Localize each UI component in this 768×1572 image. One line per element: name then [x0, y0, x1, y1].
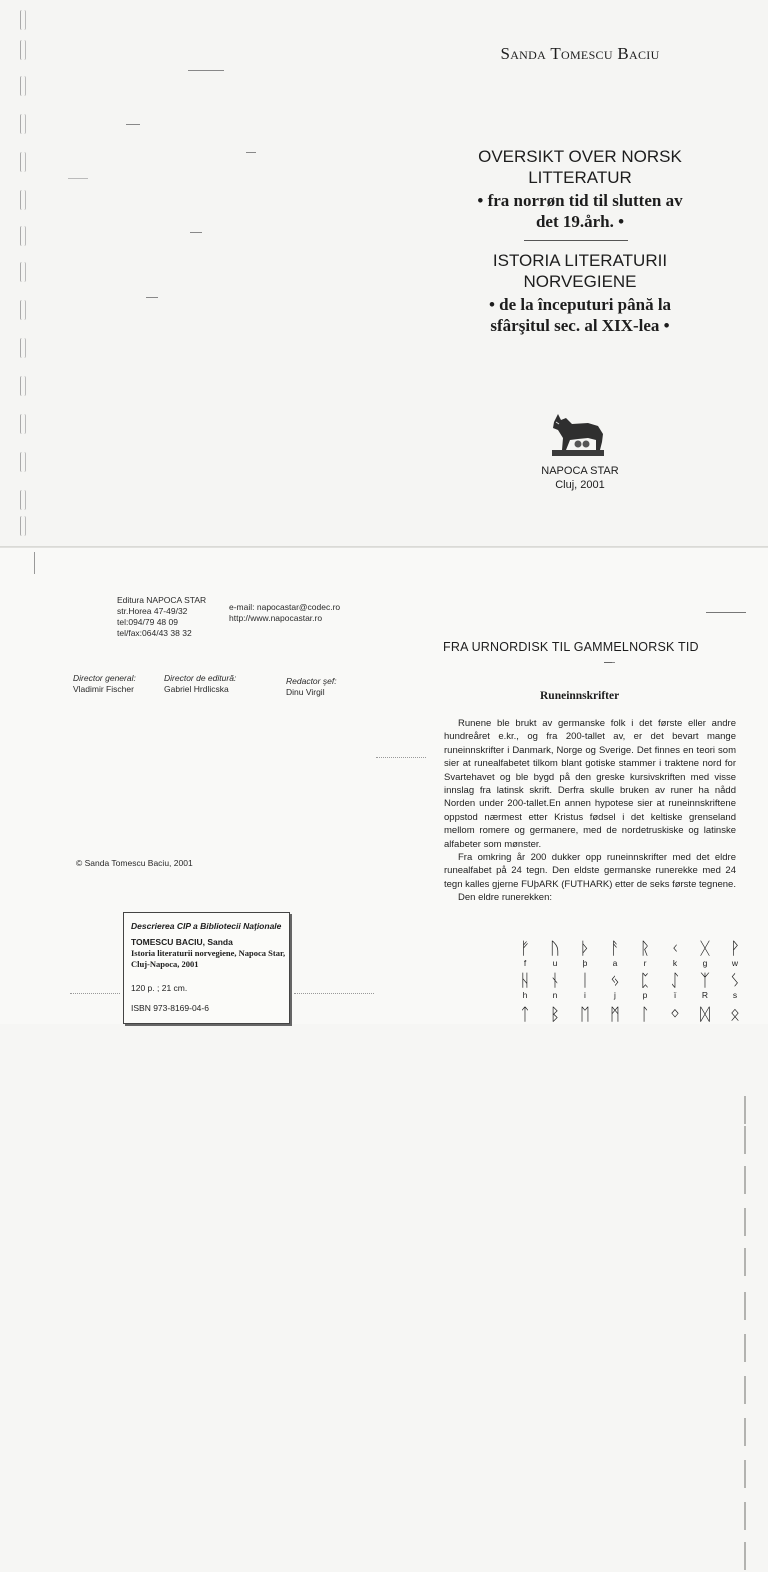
copyright-notice: © Sanda Tomescu Baciu, 2001 — [76, 858, 193, 868]
rune-transliteration: s — [732, 990, 738, 1000]
cip-description-box — [123, 912, 290, 1024]
title-no-line-2: LITTERATUR — [528, 168, 632, 187]
publisher-name: NAPOCA STAR — [541, 465, 619, 477]
cip-author: TOMESCU BACIU, Sanda — [131, 937, 233, 947]
rune-glyph: ᛊ — [729, 971, 741, 991]
right-edge-marks — [744, 1096, 754, 1572]
subtitle-ro-line-1: • de la începuturi până la — [488, 295, 672, 314]
rune-glyph: ᚷ — [699, 939, 711, 959]
rune-cell — [690, 1006, 720, 1024]
rune-glyph: ᛒ — [549, 1005, 561, 1025]
rune-transliteration: f — [523, 958, 527, 968]
rune-glyph: ᚲ — [669, 939, 681, 959]
title-ro-line-1: ISTORIA LITERATURII — [492, 251, 668, 270]
rune-cell — [630, 972, 660, 1000]
binding-holes — [14, 4, 36, 539]
address-line-2: str.Horea 47-49/32 — [117, 606, 188, 616]
rune-cell — [510, 972, 540, 1000]
director-general-label: Director general: — [73, 673, 136, 683]
director-editura-name: Gabriel Hrdlicska — [164, 684, 229, 694]
rune-transliteration: g — [702, 958, 708, 968]
capitoline-wolf-logo-icon — [548, 406, 608, 458]
publisher-place-year: Cluj, 2001 — [555, 479, 605, 491]
rune-cell — [600, 972, 630, 1000]
address-line-4: tel/fax:064/43 38 32 — [117, 628, 192, 638]
publisher-email: e-mail: napocastar@codec.ro — [229, 602, 341, 612]
cip-pages: 120 p. ; 21 cm. — [131, 983, 188, 993]
publisher-website: http://www.napocastar.ro — [229, 613, 323, 623]
rune-cell — [690, 972, 720, 1000]
rune-glyph: ᚱ — [639, 939, 651, 959]
rune-transliteration: r — [643, 958, 647, 968]
rune-row-1 — [510, 940, 750, 968]
chapter-body — [444, 717, 736, 905]
rune-cell — [600, 940, 630, 968]
rune-glyph: ᚹ — [729, 939, 741, 959]
rune-cell — [540, 940, 570, 968]
redactor-label: Redactor şef: — [286, 676, 337, 686]
subtitle-norwegian — [420, 190, 740, 232]
rune-glyph: ᚢ — [549, 939, 561, 959]
rune-transliteration: h — [522, 990, 528, 1000]
title-norwegian — [420, 146, 740, 188]
rune-transliteration: þ — [582, 958, 588, 968]
rune-glyph: ᚾ — [549, 971, 561, 991]
address-line-1: Editura NAPOCA STAR — [117, 595, 207, 605]
rune-transliteration: n — [552, 990, 558, 1000]
redactor-name: Dinu Virgil — [286, 687, 325, 697]
director-general-name: Vladimir Fischer — [73, 684, 134, 694]
subtitle-no-line-2: det 19.årh. • — [535, 212, 625, 231]
paragraph-1: Runene ble brukt av germanske folk i det første eller andre hundreåret e.kr., og fra 200-tallet av, er det bevart mange runeinnskrifter i Danmark, Norge og Sverige. Det finnes en teori som sier at runealfabetet tilkom blant gotiske stammer i traktene nord for Svartehavet og ble bygd på den greske kursivskriften med visse innslag fra latinsk skrift. Derfra skulle bruken av runer ha nådd Norden under 200-tallet.En annen hypotese sier at runeinnskriftene oppstod nærmest etter Kristus fødsel i det keltiske grenseland mellom romere og germanere, med de nordetruskiske og latinske alfabeter som mønster. — [444, 718, 736, 850]
publisher-address — [117, 595, 206, 639]
director-general — [73, 673, 136, 695]
rune-glyph: ᛈ — [639, 971, 651, 991]
rune-glyph: ᛗ — [609, 1005, 621, 1025]
rune-glyph: ᚠ — [519, 939, 531, 959]
rune-transliteration: w — [731, 958, 739, 968]
cip-title: Istoria literaturii norvegiene, Napoca Star, — [131, 948, 286, 958]
cip-place: Cluj-Napoca, 2001 — [131, 959, 199, 969]
rune-cell — [630, 1006, 660, 1024]
rune-cell — [720, 940, 750, 968]
rune-glyph: ᚺ — [519, 971, 531, 991]
subtitle-no-line-1: • fra norrøn tid til slutten av — [477, 191, 683, 210]
rune-cell — [630, 940, 660, 968]
rune-cell — [510, 940, 540, 968]
rune-row-2 — [510, 972, 750, 1000]
subtitle-ro-line-2: sfârşitul sec. al XIX-lea • — [490, 316, 670, 335]
author-name: Sanda Tomescu Baciu — [500, 44, 660, 63]
rune-cell — [570, 1006, 600, 1024]
paragraph-3: Den eldre runerekken: — [458, 892, 552, 904]
rune-transliteration: k — [672, 958, 678, 968]
rune-glyph: ᚦ — [579, 939, 591, 959]
rune-cell — [570, 940, 600, 968]
title-separator — [524, 240, 628, 241]
director-editura — [164, 673, 236, 695]
rune-transliteration: ï — [673, 990, 677, 1000]
rune-cell — [510, 1006, 540, 1024]
director-editura-label: Director de editură: — [164, 673, 237, 683]
rune-glyph: ᚨ — [609, 939, 621, 959]
rune-glyph: ᛟ — [729, 1005, 741, 1025]
title-romanian — [420, 250, 740, 292]
rune-transliteration: u — [552, 958, 558, 968]
rune-transliteration: p — [642, 990, 648, 1000]
rune-cell — [660, 940, 690, 968]
title-no-line-1: OVERSIKT OVER NORSK — [478, 147, 682, 166]
rune-glyph: ᛏ — [519, 1005, 531, 1025]
rune-transliteration: R — [701, 990, 709, 1000]
rune-cell — [540, 972, 570, 1000]
rune-cell — [690, 940, 720, 968]
rune-cell — [540, 1006, 570, 1024]
rune-cell — [660, 1006, 690, 1024]
title-ro-line-2: NORVEGIENE — [523, 272, 637, 291]
rune-glyph: ᛉ — [699, 971, 711, 991]
cover-page — [0, 0, 768, 548]
rune-cell — [720, 972, 750, 1000]
rune-glyph: ᛖ — [579, 1005, 591, 1025]
section-heading: Runeinnskrifter — [540, 690, 620, 702]
rune-transliteration: j — [614, 990, 616, 1000]
redactor-sef — [286, 676, 337, 698]
publisher-block — [480, 464, 680, 492]
rune-cell — [570, 972, 600, 1000]
publisher-contact — [229, 602, 340, 624]
cip-heading: Descrierea CIP a Bibliotecii Naţionale — [131, 921, 282, 931]
rune-glyph: ᛇ — [669, 971, 681, 991]
rune-glyph: ᛜ — [669, 1005, 681, 1025]
subtitle-romanian — [420, 294, 740, 336]
chapter-heading: FRA URNORDISK TIL GAMMELNORSK TID — [443, 640, 699, 654]
rune-transliteration: i — [584, 990, 586, 1000]
rune-glyph: ᛁ — [579, 971, 591, 991]
rune-glyph: ᛚ — [639, 1005, 651, 1025]
rune-cell — [600, 1006, 630, 1024]
rune-transliteration: a — [612, 958, 618, 968]
rune-glyph: ᛃ — [609, 971, 621, 991]
rune-row-3 — [510, 1006, 750, 1024]
rune-glyph: ᛞ — [699, 1005, 711, 1025]
address-line-3: tel:094/79 48 09 — [117, 617, 178, 627]
cip-isbn: ISBN 973-8169-04-6 — [131, 1003, 209, 1013]
rune-cell — [660, 972, 690, 1000]
paragraph-2: Fra omkring år 200 dukker opp runeinnskrifter med det eldre runealfabet på 24 tegn. Den eldste germanske runerekke med 24 tegn kalles gjerne FUþARK (FUTHARK) etter de seks første tegnene. — [444, 852, 736, 890]
rune-cell — [720, 1006, 750, 1024]
